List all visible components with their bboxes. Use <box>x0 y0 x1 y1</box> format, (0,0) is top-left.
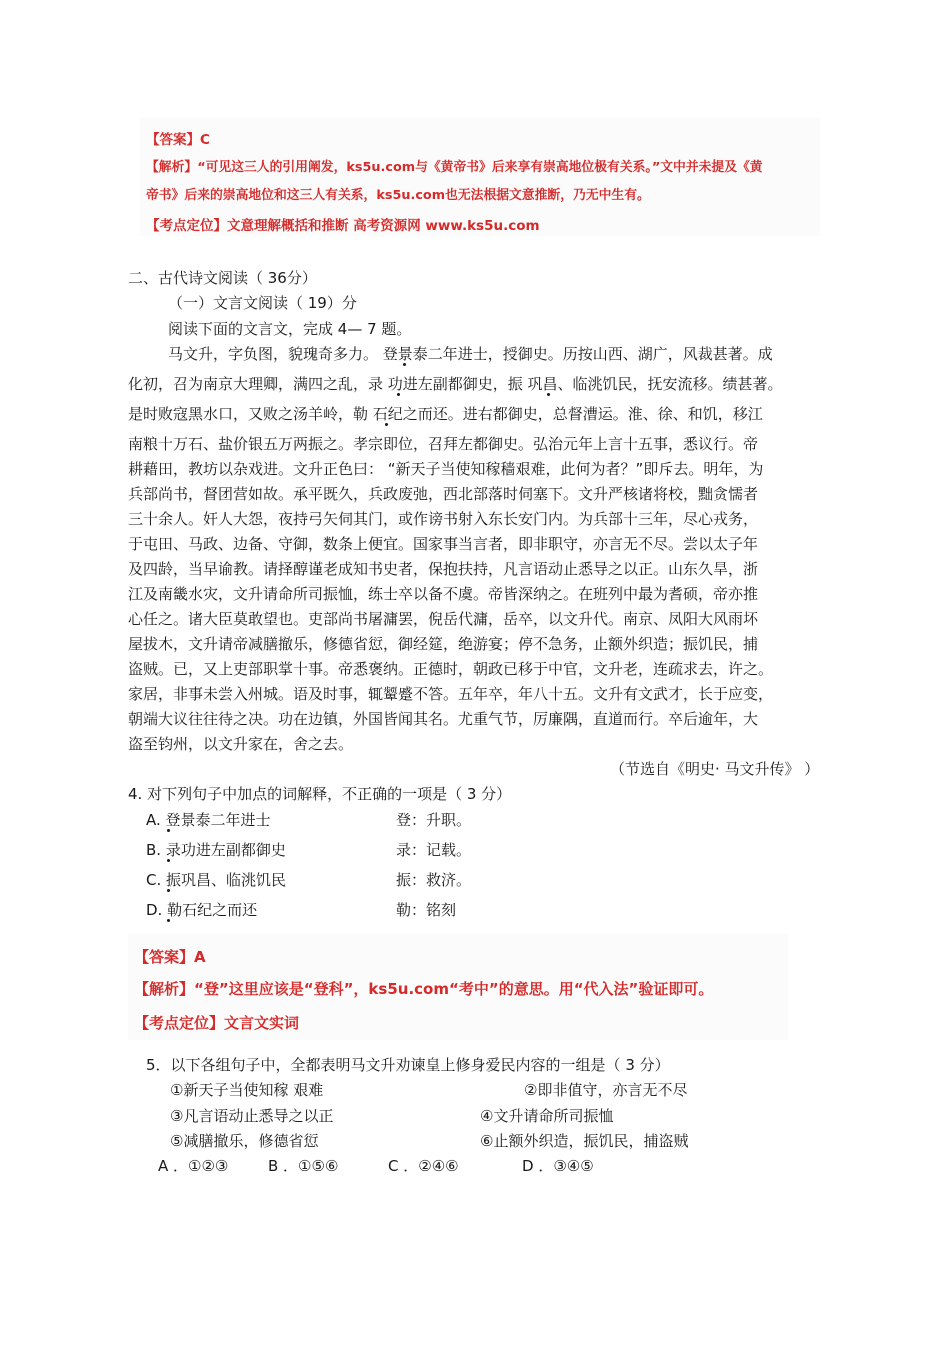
answer-label: 【答案】A <box>134 948 206 966</box>
q4-option-c: C. 振巩昌、临洮饥民 <box>146 871 287 889</box>
answer-label: 【答案】C <box>146 132 210 148</box>
passage-line: 南粮十万石、盐价银五万两振之。孝宗即位，召拜左都御史。弘治元年上言十五事，悉议行。帝 <box>128 435 759 453</box>
passage-line: 三十余人。奸人大怨，夜持弓矢伺其门，或作谤书射入东长安门内。为兵部十三年，尽心戎务， <box>128 510 759 528</box>
keypoint-text: 【考点定位】文意理解概括和推断 高考资源网 www.ks5u.com <box>146 218 540 234</box>
q5-choice-a: A ．①②③ <box>158 1157 229 1175</box>
q5-item-5: ⑤减膳撤乐，修德省愆 <box>170 1132 319 1150</box>
q4-gloss-a: 登：升职。 <box>396 811 472 829</box>
q4-stem: 4. 对下列句子中加点的词解释，不正确的一项是（ 3 分） <box>128 785 512 803</box>
passage-line: 耕藉田，教坊以杂戏进。文升正色曰： “新天子当使知稼穑艰难，此何为者？”即斥去。明年，为 <box>128 460 764 478</box>
passage-line: 是时败寇黑水口，又败之汤羊岭，勒 石纪之而还。进右都御史，总督漕运。淮、徐、和饥，移江 <box>128 405 763 423</box>
passage-line: 盗贼。已，又上吏部职掌十事。帝悉褒纳。正德时，朝政已移于中官，文升老，连疏求去，许之。 <box>128 660 774 678</box>
q5-choice-b: B ．①⑤⑥ <box>268 1157 339 1175</box>
analysis-text: 【解析】“登”这里应该是“登科”，ks5u.com“考中”的意思。用“代入法”验证即可。 <box>134 980 714 998</box>
analysis-text-line1: 【解析】“可见这三人的引用阐发，ks5u.com与《黄帝书》后来享有崇高地位极有关系。”文中并未提及《黄 <box>146 160 763 175</box>
passage-line: 马文升，字负图，貌瑰奇多力。 登景泰二年进士，授御史。历按山西、湖广，风裁甚著。成 <box>168 345 773 363</box>
passage-line: 朝端大议往往待之决。功在边镇，外国皆闻其名。尤重气节，厉廉隅，直道而行。卒后逾年，大 <box>128 710 759 728</box>
source-citation: （节选自《明史· 马文升传》 ） <box>610 760 820 778</box>
q4-gloss-c: 振：救济。 <box>396 871 472 889</box>
passage-line: 化初，召为南京大理卿，满四之乱，录 功进左副都御史，振 巩昌、临洮饥民，抚安流移。绩甚著。 <box>128 375 783 393</box>
q4-option-b: B. 录功进左副都御史 <box>146 841 286 859</box>
answer-block-1 <box>140 118 820 236</box>
q4-option-a: A. 登景泰二年进士 <box>146 811 271 829</box>
q5-stem: 5．以下各组句子中，全都表明马文升劝谏皇上修身爱民内容的一组是（ 3 分） <box>146 1056 670 1074</box>
q5-item-3: ③凡言语动止悉导之以正 <box>170 1107 334 1125</box>
q5-item-4: ④文升请命所司振恤 <box>480 1107 614 1125</box>
passage-line: 及四龄，当早谕教。请择醇谨老成知书史者，保抱扶持，凡言语动止悉导之以正。山东久旱，浙 <box>128 560 759 578</box>
answer-block-2 <box>128 934 788 1040</box>
q4-option-d: D. 勒石纪之而还 <box>146 901 258 919</box>
keypoint-text: 【考点定位】文言文实词 <box>134 1014 300 1032</box>
analysis-text-line2: 帝书》后来的崇高地位和这三人有关系，ks5u.com也无法根据文意推断，乃无中生有。 <box>146 188 650 203</box>
q5-item-6: ⑥止额外织造，振饥民，捕盗贼 <box>480 1132 689 1150</box>
passage-line: 心任之。诸大臣莫敢望也。吏部尚书屠滽罢，倪岳代滽，岳卒，以文升代。南京、凤阳大风雨坏 <box>128 610 759 628</box>
instruction: 阅读下面的文言文，完成 4— 7 题。 <box>168 320 412 338</box>
q4-gloss-b: 录：记载。 <box>396 841 472 859</box>
passage-line: 家居，非事未尝入州城。语及时事，辄颦蹙不答。五年卒，年八十五。文升有文武才，长于应变， <box>128 685 774 703</box>
subsection-title: （一）文言文阅读（ 19）分 <box>168 294 357 312</box>
q5-item-2: ②即非值守，亦言无不尽 <box>524 1081 688 1099</box>
q5-choice-d: D ．③④⑤ <box>522 1157 594 1175</box>
passage-line: 屋拔木，文升请帝减膳撤乐，修德省愆，御经筵，绝游宴；停不急务，止额外织造；振饥民，捕 <box>128 635 759 653</box>
passage-line: 盗至钧州，以文升家在，舍之去。 <box>128 735 354 753</box>
q4-gloss-d: 勒：铭刻 <box>396 901 457 919</box>
passage-line: 兵部尚书，督团营如故。承平既久，兵政废弛，西北部落时伺塞下。文升严核诸将校，黜贪懦者 <box>128 485 759 503</box>
section-title: 二、古代诗文阅读（ 36分） <box>128 269 317 287</box>
passage-line: 江及南畿水灾，文升请命所司振恤，练士卒以备不虞。帝皆深纳之。在班列中最为耆硕，帝亦推 <box>128 585 759 603</box>
q5-choice-c: C ．②④⑥ <box>388 1157 459 1175</box>
q5-item-1: ①新天子当使知稼 艰难 <box>170 1081 324 1099</box>
passage-line: 于屯田、马政、边备、守御，数条上便宜。国家事当言者，即非职守，亦言无不尽。尝以太子年 <box>128 535 759 553</box>
